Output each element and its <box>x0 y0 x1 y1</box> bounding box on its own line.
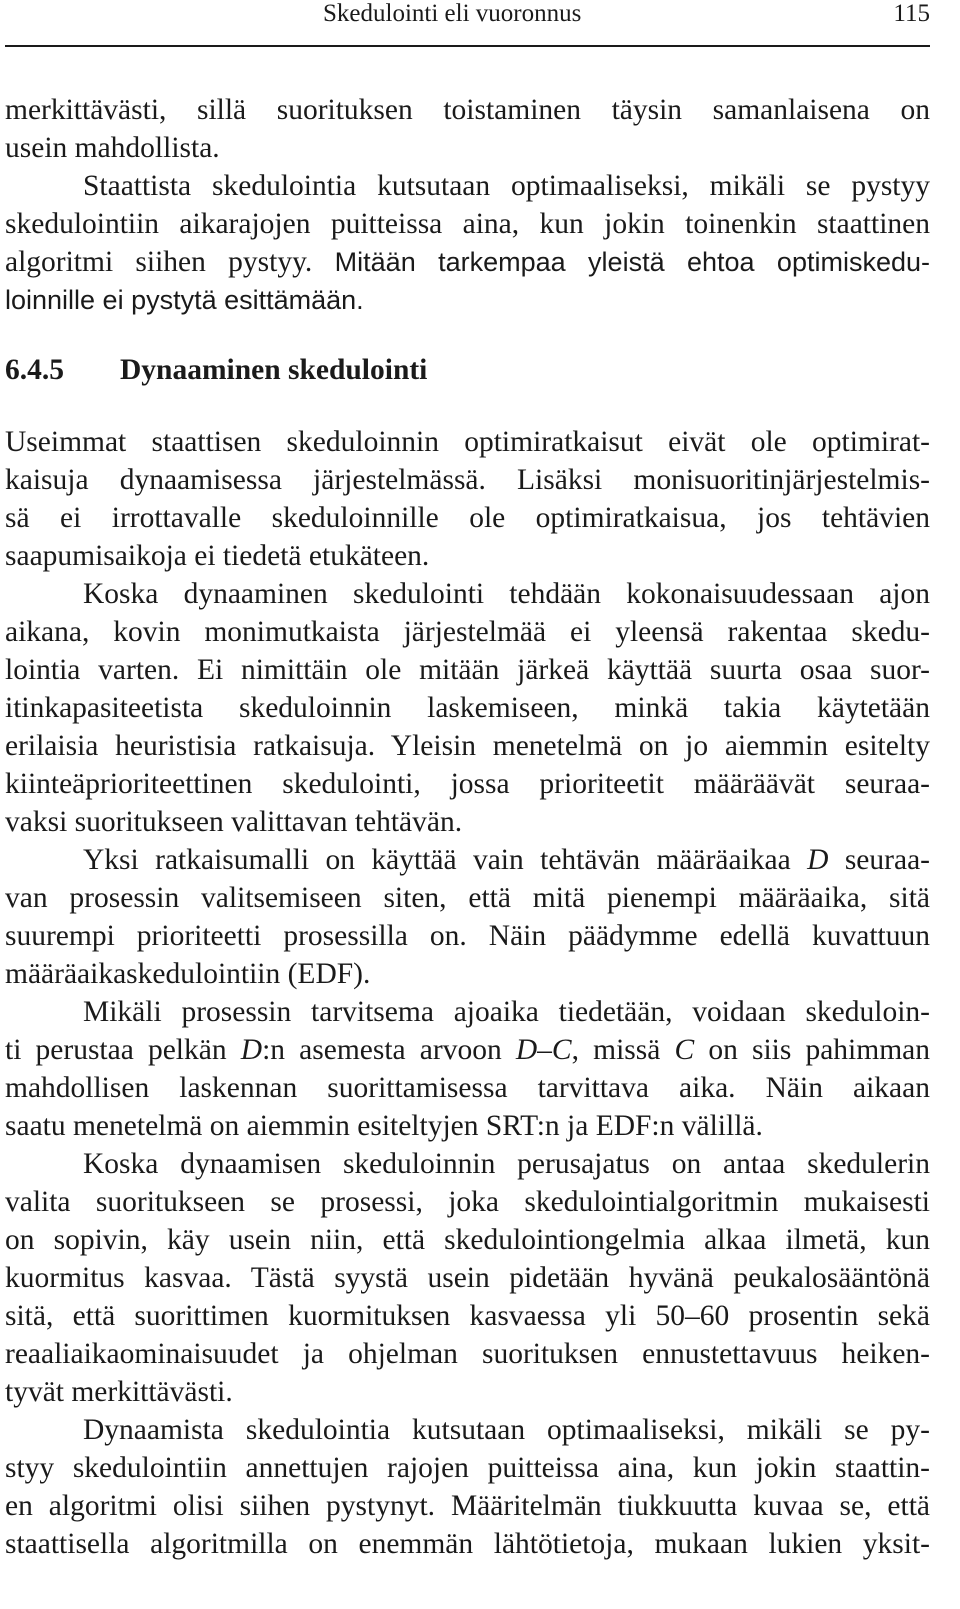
text-line: en algoritmi olisi siihen pystynyt. Määritelmän tiukkuutta kuvaa se, että <box>5 1490 930 1522</box>
text-run: , missä <box>571 1034 675 1066</box>
section-number: 6.4.5 <box>5 354 64 386</box>
section-title: Dynaaminen skedulointi <box>120 354 428 386</box>
text-run: :n asemesta arvoon <box>262 1034 516 1066</box>
text-line: kiinteäprioriteettinen skedulointi, jossa prioriteetit määräävät seuraa- <box>5 768 930 800</box>
text-run: ti perustaa pelkän <box>5 1034 241 1066</box>
math-variable: C <box>674 1034 695 1066</box>
text-line: Dynaamista skedulointia kutsutaan optimaaliseksi, mikäli se py- <box>83 1414 930 1446</box>
text-line: saapumisaikoja ei tiedetä etukäteen. <box>5 540 430 572</box>
math-variable: D <box>807 844 829 876</box>
text-line: vaksi suoritukseen valittavan tehtävän. <box>5 806 463 838</box>
text-line: lointia varten. Ei nimittäin ole mitään järkeä käyttää suurta osaa suor- <box>5 654 930 686</box>
text-line: kuormitus kasvaa. Tästä syystä usein pidetään hyvänä peukalosääntönä <box>5 1262 930 1294</box>
text-line: valita suoritukseen se prosessi, joka skedulointialgoritmin mukaisesti <box>5 1186 930 1218</box>
header-rule <box>5 45 930 47</box>
text-line: Koska dynaaminen skedulointi tehdään kokonaisuudessaan ajon <box>83 578 930 610</box>
running-title: Skedulointi eli vuoronnus <box>323 0 582 27</box>
text-line <box>5 1031 930 1069</box>
text-run-sans: Mitään tarkempaa yleistä ehtoa optimiskedu- <box>312 247 930 277</box>
text-line: staattisella algoritmilla on enemmän lähtötietoja, mukaan lukien yksit- <box>5 1528 930 1560</box>
text-run: – <box>537 1034 552 1066</box>
text-line: aikana, kovin monimutkaista järjestelmää ei yleensä rakentaa skedu- <box>5 616 930 648</box>
text-line: suurempi prioriteetti prosessilla on. Näin päädymme edellä kuvattuun <box>5 920 930 952</box>
text-line: van prosessin valitsemiseen siten, että mitä pienempi määräaika, sitä <box>5 882 930 914</box>
text-line <box>5 841 930 879</box>
text-line: mahdollisen laskennan suorittamisessa tarvittava aika. Näin aikaan <box>5 1072 930 1104</box>
text-line: reaaliaikaominaisuudet ja ohjelman suorituksen ennustettavuus heiken- <box>5 1338 930 1370</box>
text-line: Koska dynaamisen skeduloinnin perusajatus on antaa skedulerin <box>83 1148 930 1180</box>
math-variable: D <box>515 1034 538 1066</box>
text-line: Staattista skedulointia kutsutaan optimaaliseksi, mikäli se pystyy <box>83 170 930 202</box>
text-run: on siis pahimman <box>694 1034 930 1066</box>
text-run: algoritmi siihen pystyy. <box>5 246 313 278</box>
text-line: Useimmat staattisen skeduloinnin optimiratkaisut eivät ole optimirat- <box>5 426 930 458</box>
running-header <box>5 0 930 29</box>
text-line: kaisuja dynaamisessa järjestelmässä. Lisäksi monisuoritinjärjestelmis- <box>5 464 930 496</box>
text-line: skedulointiin aikarajojen puitteissa aina, kun jokin toinenkin staattinen <box>5 208 930 240</box>
text-line: styy skedulointiin annettujen rajojen puitteissa aina, kun jokin staattin- <box>5 1452 930 1484</box>
text-line: saatu menetelmä on aiemmin esiteltyjen SRT:n ja EDF:n välillä. <box>5 1110 763 1142</box>
text-line: tyvät merkittävästi. <box>5 1376 233 1408</box>
text-line: loinnille ei pystytä esittämään. <box>5 285 364 315</box>
math-variable: C <box>551 1034 572 1066</box>
page-number: 115 <box>893 0 930 27</box>
text-line: määräaikaskedulointiin (EDF). <box>5 958 371 990</box>
text-line <box>5 243 930 281</box>
section-heading <box>5 351 930 389</box>
text-run: seuraa- <box>828 844 930 876</box>
text-line: itinkapasiteetista skeduloinnin laskemiseen, minkä takia käytetään <box>5 692 930 724</box>
text-line: sitä, että suorittimen kuormituksen kasvaessa yli 50–60 prosentin sekä <box>5 1300 930 1332</box>
text-line: on sopivin, käy usein niin, että skedulointiongelmia alkaa ilmetä, kun <box>5 1224 930 1256</box>
math-variable: D <box>240 1034 263 1066</box>
text-line: sä ei irrottavalle skeduloinnille ole optimiratkaisua, jos tehtävien <box>5 502 930 534</box>
text-run: Yksi ratkaisumalli on käyttää vain tehtävän määräaikaa <box>83 844 808 876</box>
text-line: merkittävästi, sillä suorituksen toistaminen täysin samanlaisena on <box>5 94 930 126</box>
text-line: erilaisia heuristisia ratkaisuja. Yleisin menetelmä on jo aiemmin esitelty <box>5 730 930 762</box>
text-line: Mikäli prosessin tarvitsema ajoaika tiedetään, voidaan skeduloin- <box>83 996 930 1028</box>
text-line: usein mahdollista. <box>5 132 220 164</box>
